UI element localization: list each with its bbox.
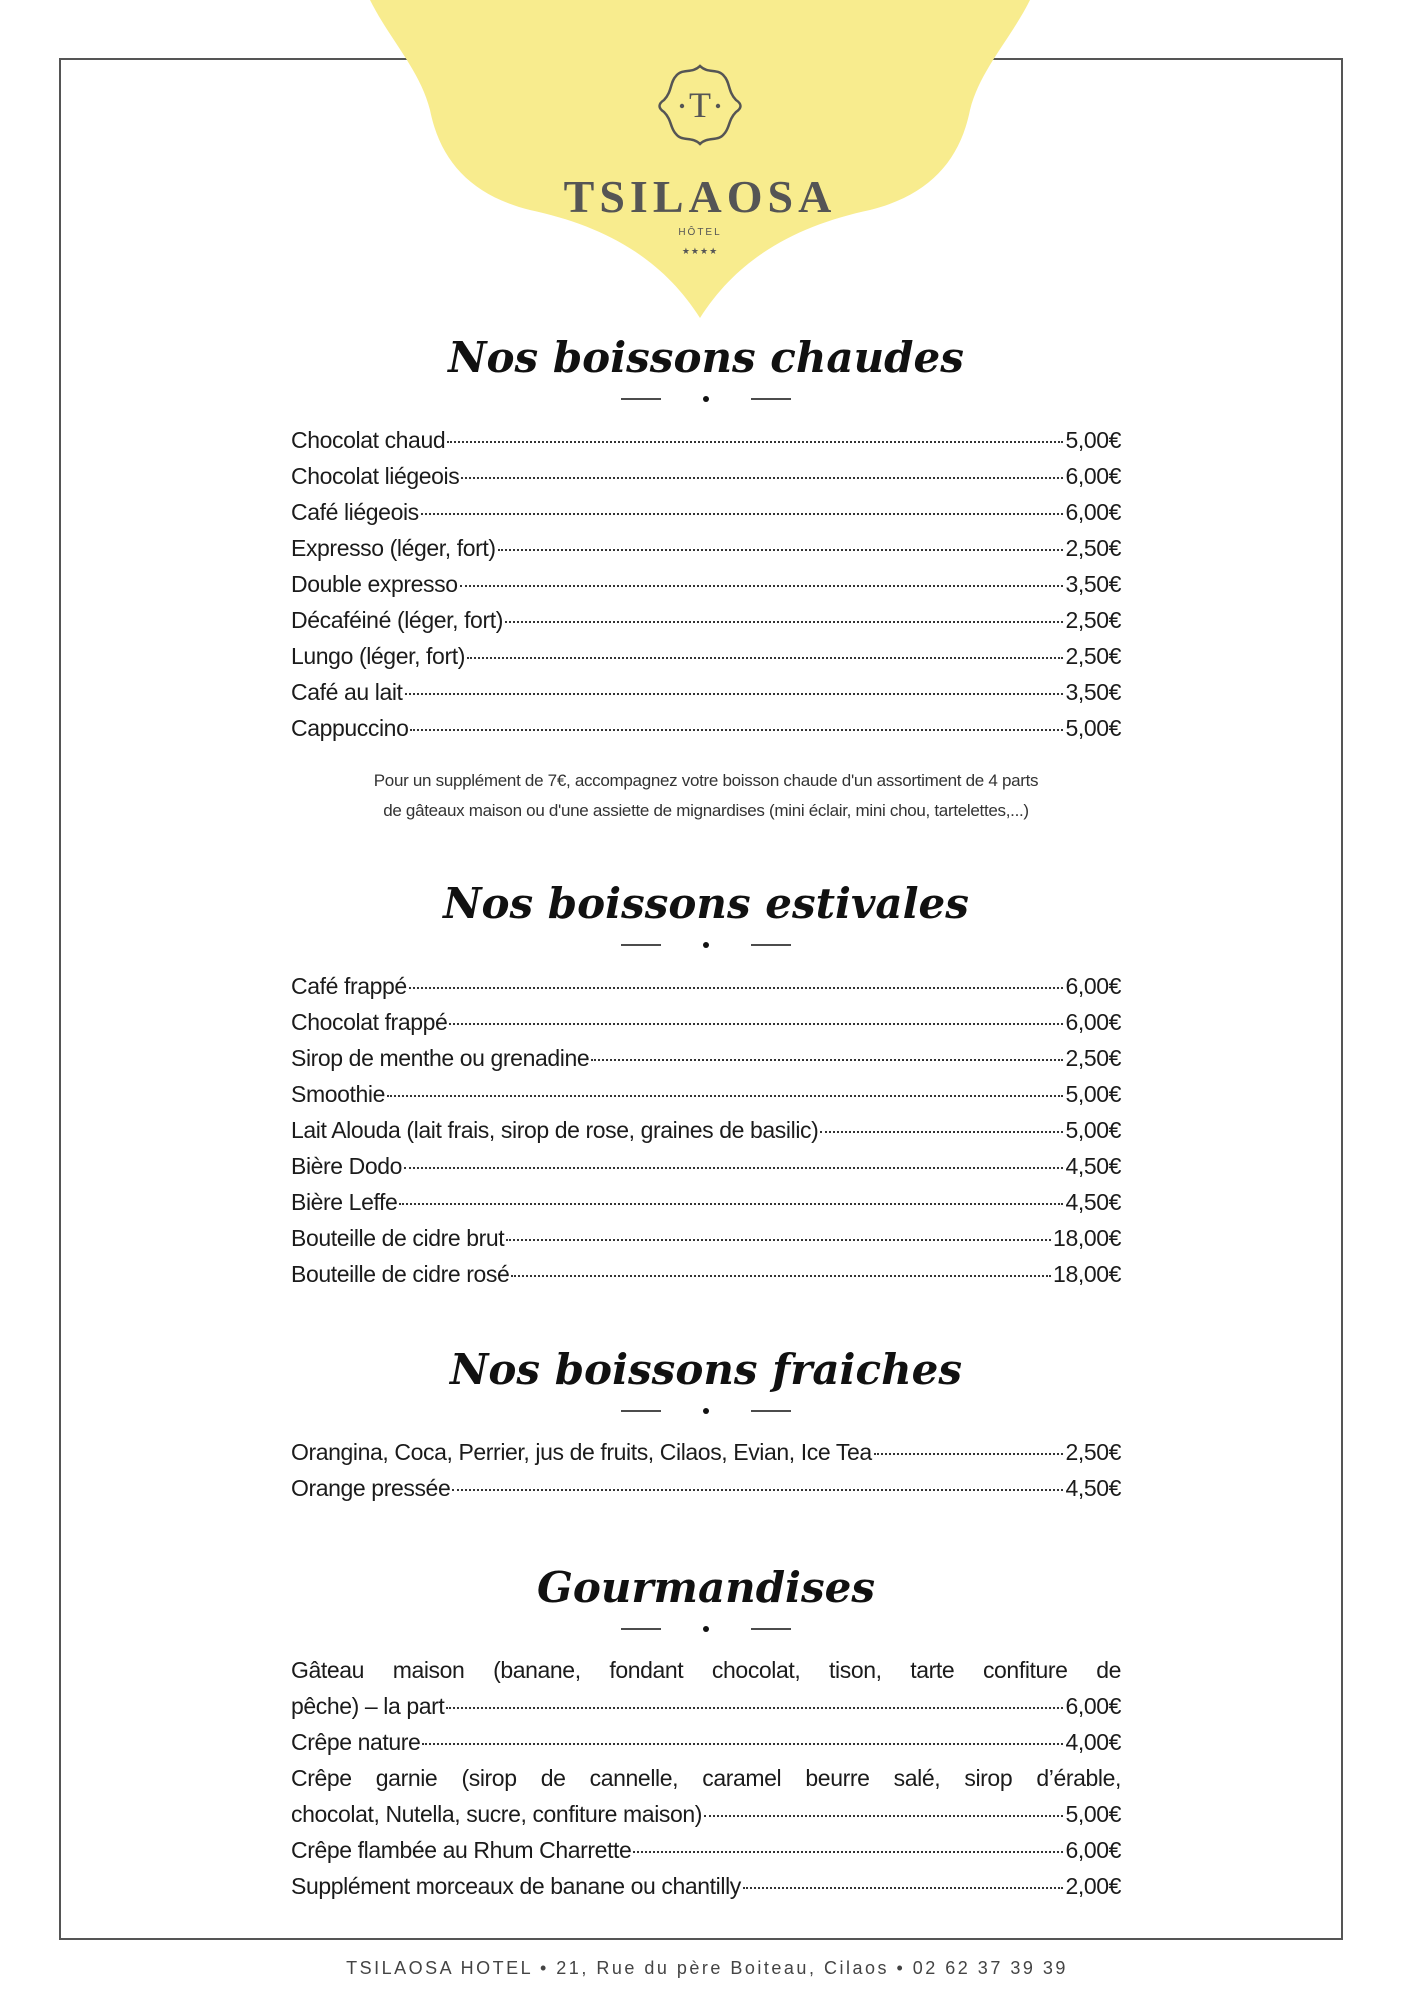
menu-item [291,422,1121,458]
menu-item [291,1470,1121,1506]
item-price: 3,50€ [1065,679,1121,705]
item-name: Bouteille de cidre brut [291,1225,505,1251]
dot-leader [461,477,1063,479]
dot-leader [449,1023,1063,1025]
menu-item [291,1688,1121,1724]
item-price: 3,50€ [1065,571,1121,597]
item-name: Orangina, Coca, Perrier, jus de fruits, Cilaos, Evian, Ice Tea [291,1439,872,1465]
item-name: Café liégeois [291,499,419,525]
item-list [291,422,1121,746]
item-name: Bouteille de cidre rosé [291,1261,510,1287]
dot-leader [874,1453,1064,1455]
section-summer-drinks [291,876,1121,1292]
menu-item [291,602,1121,638]
item-name: Crêpe nature [291,1729,421,1755]
item-name: Smoothie [291,1081,385,1107]
menu-item [291,710,1121,746]
menu-item-multiline [291,1760,1121,1832]
item-list [291,968,1121,1292]
hotel-logo-icon [658,62,742,146]
item-price: 2,00€ [1065,1873,1121,1899]
note-line-1: Pour un supplément de 7€, accompagnez votre boisson chaude d'un assortiment de 4 parts [373,771,1039,790]
menu-item [291,1868,1121,1904]
dot-leader [506,1239,1051,1241]
item-name: Bière Leffe [291,1189,398,1215]
item-price: 5,00€ [1065,715,1121,741]
menu-item [291,566,1121,602]
menu-item [291,1076,1121,1112]
dot-leader [404,1167,1063,1169]
item-price: 6,00€ [1065,499,1121,525]
item-name: Chocolat liégeois [291,463,460,489]
item-name: Double expresso [291,571,458,597]
section-title: Nos boissons fraiches [450,1345,962,1394]
supplement-note [291,766,1121,826]
menu-item [291,674,1121,710]
dot-leader [405,693,1064,695]
dot-leader [743,1887,1064,1889]
dot-leader [498,549,1064,551]
item-name: pêche) – la part [291,1693,445,1719]
dot-leader [421,513,1064,515]
dot-leader [467,657,1063,659]
item-name: Chocolat chaud [291,427,446,453]
section-title: Nos boissons chaudes [448,333,964,382]
menu-content [291,330,1121,1904]
item-name-line-1: Crêpe garnie (sirop de cannelle, caramel beurre salé, sirop d’érable, [291,1765,1121,1791]
item-name: Cappuccino [291,715,409,741]
menu-item [291,1796,1121,1832]
dot-leader [820,1131,1063,1133]
menu-item [291,1832,1121,1868]
menu-item-multiline [291,1652,1121,1724]
section-title: Gourmandises [536,1563,876,1612]
dot-leader [704,1815,1063,1817]
ornament-divider-icon [621,936,791,954]
item-list [291,1434,1121,1506]
item-price: 4,50€ [1065,1153,1121,1179]
brand-stars: ★★★★ [681,246,719,256]
item-price: 2,50€ [1065,535,1121,561]
item-price: 4,50€ [1065,1475,1121,1501]
item-price: 5,00€ [1065,1801,1121,1827]
menu-item [291,458,1121,494]
section-cold-drinks [291,1342,1121,1506]
item-price: 18,00€ [1053,1261,1121,1287]
item-price: 5,00€ [1065,427,1121,453]
dot-leader [399,1203,1063,1205]
menu-item [291,1040,1121,1076]
item-price: 4,00€ [1065,1729,1121,1755]
item-price: 2,50€ [1065,607,1121,633]
dot-leader [460,585,1064,587]
item-name: Lait Alouda (lait frais, sirop de rose, graines de basilic) [291,1117,819,1143]
menu-item [291,494,1121,530]
dot-leader [409,987,1064,989]
dot-leader [505,621,1063,623]
menu-item [291,1184,1121,1220]
item-price: 4,50€ [1065,1189,1121,1215]
item-name: Bière Dodo [291,1153,403,1179]
dot-leader [446,1707,1063,1709]
header-banner [370,0,1030,320]
item-price: 2,50€ [1065,643,1121,669]
item-price: 6,00€ [1065,1837,1121,1863]
section-treats [291,1560,1121,1904]
ornament-divider-icon [621,390,791,408]
item-name: Sirop de menthe ou grenadine [291,1045,590,1071]
note-line-2: de gâteaux maison ou d'une assiette de mignardises (mini éclair, mini chou, tartelettes,...) [383,801,1029,820]
item-name: Café au lait [291,679,403,705]
item-name: Orange pressée [291,1475,451,1501]
menu-item [291,1220,1121,1256]
menu-item [291,1004,1121,1040]
dot-leader [447,441,1063,443]
menu-item [291,1724,1121,1760]
section-hot-drinks [291,330,1121,826]
brand-subtitle: HÔTEL [678,227,722,238]
item-price: 6,00€ [1065,1009,1121,1035]
item-name: Crêpe flambée au Rhum Charrette [291,1837,632,1863]
menu-item [291,638,1121,674]
dot-leader [511,1275,1051,1277]
item-price: 5,00€ [1065,1081,1121,1107]
item-name: Décaféiné (léger, fort) [291,607,503,633]
section-title: Nos boissons estivales [443,879,969,928]
logo-letter: T [689,85,711,125]
item-price: 2,50€ [1065,1439,1121,1465]
menu-item [291,530,1121,566]
dot-leader [452,1489,1063,1491]
banner-shape [370,0,1030,318]
brand-name: TSILAOSA [563,171,837,222]
item-price: 6,00€ [1065,463,1121,489]
menu-item [291,1256,1121,1292]
menu-item [291,1148,1121,1184]
item-name: chocolat, Nutella, sucre, confiture maison) [291,1801,703,1827]
ornament-divider-icon [621,1620,791,1638]
menu-item [291,968,1121,1004]
menu-item [291,1112,1121,1148]
dot-leader [410,729,1063,731]
item-price: 6,00€ [1065,973,1121,999]
dot-leader [387,1095,1063,1097]
item-name: Supplément morceaux de banane ou chantilly [291,1873,741,1899]
dot-leader [422,1743,1063,1745]
menu-item [291,1434,1121,1470]
item-name: Chocolat frappé [291,1009,448,1035]
footer-address: TSILAOSA HOTEL • 21, Rue du père Boiteau, Cilaos • 02 62 37 39 39 [346,1958,1068,1978]
item-name: Café frappé [291,973,407,999]
item-price: 6,00€ [1065,1693,1121,1719]
item-price: 5,00€ [1065,1117,1121,1143]
item-name: Lungo (léger, fort) [291,643,465,669]
item-price: 2,50€ [1065,1045,1121,1071]
dot-leader [633,1851,1063,1853]
item-price: 18,00€ [1053,1225,1121,1251]
ornament-divider-icon [621,1402,791,1420]
dot-leader [591,1059,1063,1061]
item-name: Expresso (léger, fort) [291,535,496,561]
item-name-line-1: Gâteau maison (banane, fondant chocolat, tison, tarte confiture de [291,1657,1121,1683]
